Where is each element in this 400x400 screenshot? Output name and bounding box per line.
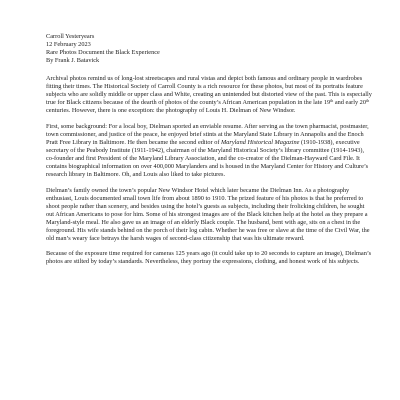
spacer	[46, 115, 372, 122]
publication-name: Carroll Yesteryears	[46, 33, 95, 40]
spacer	[46, 65, 372, 75]
article-date: 12 February 2023	[46, 41, 91, 49]
paragraph-intro-text-a: Archival photos remind us of long-lost streetscapes and rural vistas and depict both famous and ordinary people in wardrobes fitting their times. The Historical Society of Carroll County is a rich resource for these photos, but most of its portraits feature subjects who are solidly middle or upper class and White, creating an unintended but distorted view of the past. This is especially true for Black citizens because of the dearth of photos of the county’s African American population in the late 19	[46, 75, 372, 107]
paragraph-background-text-b: (1910-1938), executive secretary of the Peabody Institute (1911-1942), chairman of the Maryland Historical Society’s library committee (1914-1943), co-founder and first President of the Maryland Library Association, and the co-creator of the Dielman-Hayward Card File. It contains biographical information on over 400,000 Marylanders and is housed in the Maryland Center for History and Culture’s research library in Baltimore. Oh, and Louis also liked to take pictures.	[46, 138, 369, 179]
superscript-th-2: th	[365, 98, 370, 104]
article-title: Rare Photos Document the Black Experience	[46, 49, 160, 57]
magazine-title: Maryland Historical Magazine	[221, 138, 300, 146]
spacer	[46, 179, 372, 186]
paragraph-background-text-a: First, some background: For a local boy, Dielman sported an enviable resume. After serving as the town pharmacist, postmaster, town commissioner, and justice of the peace, he enjoyed brief stints at the Maryland State Library in Annapolis and the Enoch Pratt Free Library in Baltimore. He then became the second editor of	[46, 122, 369, 146]
article-byline: By Frank J. Batavick	[46, 57, 100, 65]
paragraph-intro-text-b: and early 20	[333, 99, 366, 107]
paragraph-photography: Dielman’s family owned the town’s popular New Windsor Hotel which later became the Dielman Inn. As a photography enthusiast, Louis documented small town life from about 1890 to 1910. The prized feature of his photos is that he preferred to shoot people rather than scenery, and besides using the hotel’s guests as subjects, including their frolicking children, he sought out African Americans to pose for him. Some of his strongest images are of the Black kitchen help at the hotel as they prepare a Maryland-style meal. He also gave us an image of an elderly Black couple. The husband, bent with age, sits on a chest in the foreground. His wife stands behind on the porch of their log cabin. Whether he was free or slave at the time of the Civil War, the old man’s weary face betrays the harsh wages of second-class citizenship that was his ultimate reward.	[46, 186, 370, 242]
superscript-th-1: th	[330, 98, 334, 104]
article-body	[46, 33, 372, 266]
paragraph-intro-text-c: centuries. However, there is one exception: the photography of Louis H. Dielman of New Windsor.	[46, 107, 296, 115]
paragraph-exposure: Because of the exposure time required for cameras 125 years ago (it could take up to 20 seconds to capture an image), Dielman’s photos are stilted by today’s standards. Nevertheless, they portray the expressions, clothing, and honest work of his subjects.	[46, 250, 372, 266]
spacer	[46, 243, 372, 250]
paragraph-background	[46, 123, 372, 179]
paragraph-intro	[46, 75, 372, 115]
